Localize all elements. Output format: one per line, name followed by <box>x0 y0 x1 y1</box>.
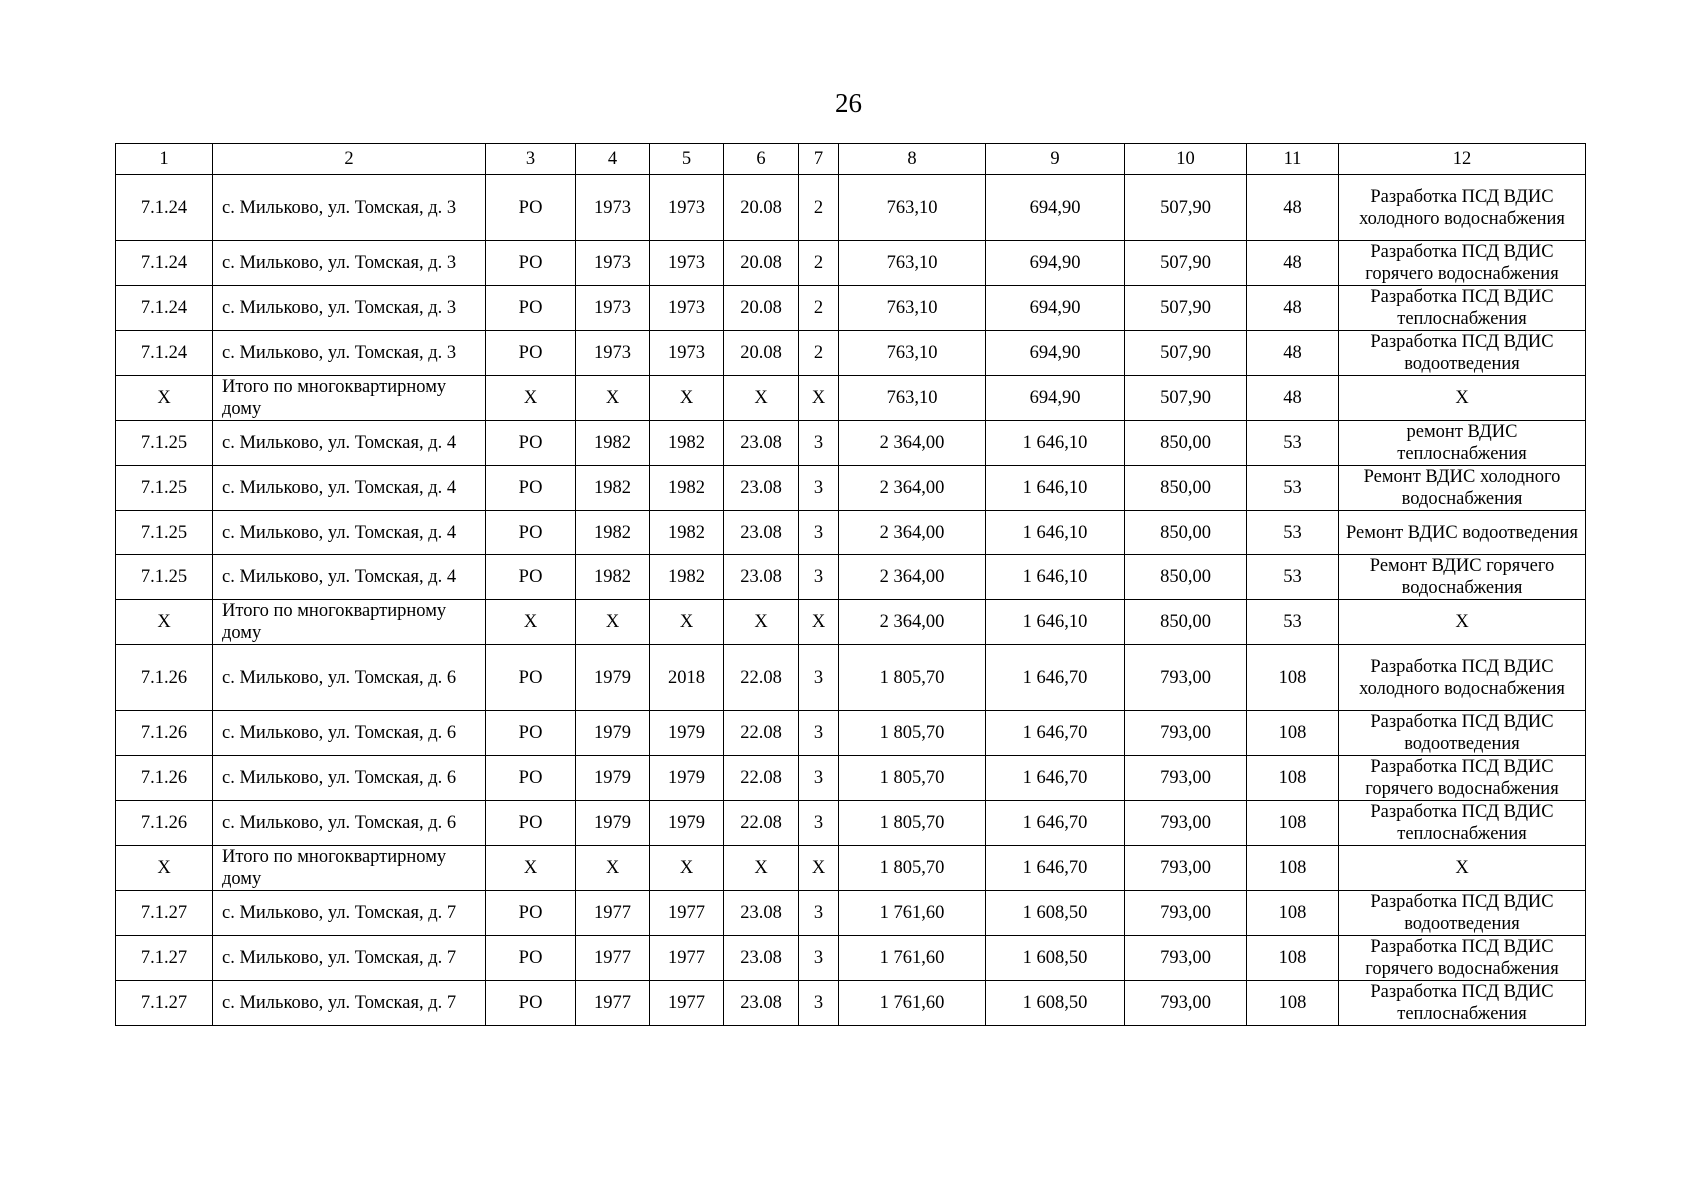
cell-residents: 48 <box>1247 286 1339 331</box>
cell-other-area: 793,00 <box>1125 846 1247 891</box>
col-header: 5 <box>650 144 724 175</box>
cell-living-area: 1 646,10 <box>986 466 1125 511</box>
cell-other-area: 850,00 <box>1125 600 1247 645</box>
cell-work-type: Ремонт ВДИС водоотведения <box>1339 511 1586 555</box>
cell-floors: 3 <box>799 466 839 511</box>
table-row <box>116 600 1586 645</box>
cell-floors: 2 <box>799 286 839 331</box>
cell-year-built: 1977 <box>576 936 650 981</box>
cell-owner: Х <box>486 846 576 891</box>
cell-owner: РО <box>486 936 576 981</box>
cell-owner: РО <box>486 421 576 466</box>
table-row <box>116 801 1586 846</box>
cell-floors: 3 <box>799 756 839 801</box>
cell-living-area: 1 646,70 <box>986 756 1125 801</box>
cell-year-built: 1979 <box>576 711 650 756</box>
cell-floors: Х <box>799 376 839 421</box>
cell-living-area: 694,90 <box>986 376 1125 421</box>
cell-living-area: 1 646,10 <box>986 600 1125 645</box>
cell-work-type: Х <box>1339 600 1586 645</box>
cell-year-built: Х <box>576 600 650 645</box>
cell-living-area: 1 646,70 <box>986 711 1125 756</box>
cell-year-built: 1982 <box>576 511 650 555</box>
cell-wear: Х <box>724 376 799 421</box>
cell-total-area: 1 761,60 <box>839 936 986 981</box>
cell-number: Х <box>116 846 213 891</box>
cell-year-renovated: 1979 <box>650 801 724 846</box>
cell-year-renovated: 1977 <box>650 981 724 1026</box>
table-row <box>116 241 1586 286</box>
cell-year-renovated: Х <box>650 376 724 421</box>
cell-owner: РО <box>486 466 576 511</box>
cell-work-type: Разработка ПСД ВДИС горячего водоснабжения <box>1339 241 1586 286</box>
cell-floors: 2 <box>799 241 839 286</box>
cell-residents: 108 <box>1247 981 1339 1026</box>
cell-wear: 23.08 <box>724 421 799 466</box>
cell-floors: Х <box>799 600 839 645</box>
cell-address: Итого по многоквартирному дому <box>213 846 486 891</box>
cell-residents: 48 <box>1247 175 1339 241</box>
cell-owner: РО <box>486 286 576 331</box>
cell-number: 7.1.24 <box>116 175 213 241</box>
col-header: 11 <box>1247 144 1339 175</box>
cell-residents: 108 <box>1247 891 1339 936</box>
cell-wear: 22.08 <box>724 645 799 711</box>
cell-work-type: Разработка ПСД ВДИС холодного водоснабжения <box>1339 175 1586 241</box>
cell-year-built: Х <box>576 376 650 421</box>
cell-work-type: Разработка ПСД ВДИС водоотведения <box>1339 891 1586 936</box>
table-row <box>116 286 1586 331</box>
cell-owner: РО <box>486 711 576 756</box>
cell-year-renovated: 1977 <box>650 891 724 936</box>
cell-floors: 3 <box>799 511 839 555</box>
cell-work-type: ремонт ВДИС теплоснабжения <box>1339 421 1586 466</box>
cell-work-type: Разработка ПСД ВДИС водоотведения <box>1339 711 1586 756</box>
data-table <box>115 143 1586 1026</box>
cell-residents: 48 <box>1247 376 1339 421</box>
cell-owner: Х <box>486 376 576 421</box>
cell-other-area: 793,00 <box>1125 711 1247 756</box>
cell-year-renovated: 2018 <box>650 645 724 711</box>
col-header: 12 <box>1339 144 1586 175</box>
cell-other-area: 507,90 <box>1125 331 1247 376</box>
cell-floors: Х <box>799 846 839 891</box>
cell-floors: 3 <box>799 555 839 600</box>
col-header: 7 <box>799 144 839 175</box>
cell-total-area: 1 805,70 <box>839 645 986 711</box>
cell-number: 7.1.25 <box>116 555 213 600</box>
cell-number: 7.1.27 <box>116 936 213 981</box>
col-header: 4 <box>576 144 650 175</box>
cell-number: 7.1.24 <box>116 241 213 286</box>
cell-number: 7.1.24 <box>116 286 213 331</box>
page-number: 26 <box>835 88 862 118</box>
cell-total-area: 2 364,00 <box>839 600 986 645</box>
cell-residents: 53 <box>1247 421 1339 466</box>
cell-residents: 48 <box>1247 241 1339 286</box>
cell-year-renovated: Х <box>650 600 724 645</box>
col-header: 1 <box>116 144 213 175</box>
cell-year-renovated: 1973 <box>650 331 724 376</box>
cell-number: Х <box>116 376 213 421</box>
cell-address: с. Мильково, ул. Томская, д. 4 <box>213 511 486 555</box>
cell-address: с. Мильково, ул. Томская, д. 4 <box>213 466 486 511</box>
cell-work-type: Разработка ПСД ВДИС теплоснабжения <box>1339 981 1586 1026</box>
cell-wear: 22.08 <box>724 711 799 756</box>
cell-wear: 22.08 <box>724 801 799 846</box>
cell-work-type: Ремонт ВДИС холодного водоснабжения <box>1339 466 1586 511</box>
cell-living-area: 694,90 <box>986 241 1125 286</box>
table-row <box>116 466 1586 511</box>
cell-living-area: 1 646,70 <box>986 801 1125 846</box>
table-row <box>116 376 1586 421</box>
cell-floors: 3 <box>799 421 839 466</box>
cell-address: с. Мильково, ул. Томская, д. 6 <box>213 801 486 846</box>
cell-other-area: 850,00 <box>1125 466 1247 511</box>
cell-year-built: 1979 <box>576 801 650 846</box>
table-row <box>116 711 1586 756</box>
cell-year-built: 1982 <box>576 555 650 600</box>
cell-other-area: 507,90 <box>1125 241 1247 286</box>
cell-other-area: 850,00 <box>1125 421 1247 466</box>
cell-residents: 108 <box>1247 846 1339 891</box>
cell-year-renovated: Х <box>650 846 724 891</box>
cell-work-type: Разработка ПСД ВДИС холодного водоснабжения <box>1339 645 1586 711</box>
cell-wear: 23.08 <box>724 936 799 981</box>
cell-total-area: 1 761,60 <box>839 891 986 936</box>
cell-year-built: 1979 <box>576 756 650 801</box>
cell-number: 7.1.26 <box>116 801 213 846</box>
cell-year-built: 1973 <box>576 175 650 241</box>
cell-year-renovated: 1982 <box>650 511 724 555</box>
cell-residents: 108 <box>1247 801 1339 846</box>
cell-year-built: 1973 <box>576 286 650 331</box>
cell-address: Итого по многоквартирному дому <box>213 600 486 645</box>
cell-wear: 23.08 <box>724 981 799 1026</box>
cell-owner: РО <box>486 555 576 600</box>
cell-year-renovated: 1973 <box>650 241 724 286</box>
cell-number: 7.1.25 <box>116 511 213 555</box>
col-header: 2 <box>213 144 486 175</box>
cell-total-area: 2 364,00 <box>839 421 986 466</box>
cell-living-area: 1 646,10 <box>986 421 1125 466</box>
cell-floors: 3 <box>799 981 839 1026</box>
cell-living-area: 1 608,50 <box>986 936 1125 981</box>
cell-residents: 108 <box>1247 756 1339 801</box>
cell-address: с. Мильково, ул. Томская, д. 3 <box>213 175 486 241</box>
cell-floors: 2 <box>799 175 839 241</box>
cell-residents: 53 <box>1247 466 1339 511</box>
cell-year-renovated: 1982 <box>650 421 724 466</box>
cell-floors: 3 <box>799 936 839 981</box>
table-row <box>116 936 1586 981</box>
table-row <box>116 511 1586 555</box>
cell-year-renovated: 1979 <box>650 756 724 801</box>
table-row <box>116 981 1586 1026</box>
table-row <box>116 421 1586 466</box>
cell-living-area: 1 646,10 <box>986 511 1125 555</box>
cell-work-type: Х <box>1339 376 1586 421</box>
cell-wear: Х <box>724 600 799 645</box>
cell-owner: РО <box>486 331 576 376</box>
cell-total-area: 2 364,00 <box>839 466 986 511</box>
cell-address: с. Мильково, ул. Томская, д. 3 <box>213 286 486 331</box>
cell-address: с. Мильково, ул. Томская, д. 4 <box>213 555 486 600</box>
cell-work-type: Разработка ПСД ВДИС горячего водоснабжения <box>1339 756 1586 801</box>
cell-total-area: 1 805,70 <box>839 711 986 756</box>
cell-total-area: 2 364,00 <box>839 511 986 555</box>
cell-owner: Х <box>486 600 576 645</box>
cell-living-area: 694,90 <box>986 286 1125 331</box>
cell-wear: 23.08 <box>724 466 799 511</box>
cell-total-area: 1 805,70 <box>839 756 986 801</box>
cell-owner: РО <box>486 981 576 1026</box>
cell-floors: 2 <box>799 331 839 376</box>
cell-address: с. Мильково, ул. Томская, д. 6 <box>213 711 486 756</box>
cell-other-area: 793,00 <box>1125 891 1247 936</box>
table-row <box>116 645 1586 711</box>
cell-wear: 20.08 <box>724 241 799 286</box>
cell-floors: 3 <box>799 645 839 711</box>
cell-wear: 22.08 <box>724 756 799 801</box>
cell-year-renovated: 1977 <box>650 936 724 981</box>
cell-number: 7.1.26 <box>116 645 213 711</box>
cell-other-area: 793,00 <box>1125 756 1247 801</box>
cell-address: с. Мильково, ул. Томская, д. 6 <box>213 645 486 711</box>
cell-total-area: 763,10 <box>839 376 986 421</box>
cell-living-area: 694,90 <box>986 175 1125 241</box>
cell-residents: 53 <box>1247 555 1339 600</box>
cell-year-built: 1979 <box>576 645 650 711</box>
cell-address: с. Мильково, ул. Томская, д. 7 <box>213 981 486 1026</box>
cell-owner: РО <box>486 175 576 241</box>
cell-residents: 53 <box>1247 600 1339 645</box>
cell-year-built: 1973 <box>576 241 650 286</box>
cell-number: 7.1.24 <box>116 331 213 376</box>
cell-owner: РО <box>486 801 576 846</box>
cell-total-area: 763,10 <box>839 331 986 376</box>
cell-floors: 3 <box>799 891 839 936</box>
cell-residents: 108 <box>1247 645 1339 711</box>
cell-year-built: Х <box>576 846 650 891</box>
cell-total-area: 763,10 <box>839 286 986 331</box>
cell-living-area: 1 608,50 <box>986 981 1125 1026</box>
table-row <box>116 331 1586 376</box>
cell-address: с. Мильково, ул. Томская, д. 3 <box>213 331 486 376</box>
cell-living-area: 1 608,50 <box>986 891 1125 936</box>
table-row <box>116 175 1586 241</box>
cell-number: 7.1.25 <box>116 421 213 466</box>
cell-living-area: 694,90 <box>986 331 1125 376</box>
col-header: 9 <box>986 144 1125 175</box>
cell-other-area: 793,00 <box>1125 801 1247 846</box>
cell-total-area: 2 364,00 <box>839 555 986 600</box>
cell-owner: РО <box>486 241 576 286</box>
cell-total-area: 1 805,70 <box>839 801 986 846</box>
cell-owner: РО <box>486 756 576 801</box>
cell-work-type: Разработка ПСД ВДИС горячего водоснабжения <box>1339 936 1586 981</box>
cell-work-type: Разработка ПСД ВДИС водоотведения <box>1339 331 1586 376</box>
cell-living-area: 1 646,70 <box>986 846 1125 891</box>
cell-year-built: 1982 <box>576 421 650 466</box>
cell-living-area: 1 646,70 <box>986 645 1125 711</box>
cell-total-area: 1 761,60 <box>839 981 986 1026</box>
cell-other-area: 793,00 <box>1125 981 1247 1026</box>
col-header: 8 <box>839 144 986 175</box>
cell-address: с. Мильково, ул. Томская, д. 6 <box>213 756 486 801</box>
table-row <box>116 555 1586 600</box>
cell-year-built: 1977 <box>576 981 650 1026</box>
cell-number: 7.1.27 <box>116 981 213 1026</box>
cell-number: 7.1.26 <box>116 756 213 801</box>
cell-other-area: 507,90 <box>1125 175 1247 241</box>
cell-owner: РО <box>486 645 576 711</box>
cell-wear: 23.08 <box>724 555 799 600</box>
cell-total-area: 763,10 <box>839 241 986 286</box>
cell-year-renovated: 1982 <box>650 555 724 600</box>
cell-address: с. Мильково, ул. Томская, д. 4 <box>213 421 486 466</box>
cell-wear: Х <box>724 846 799 891</box>
cell-year-renovated: 1982 <box>650 466 724 511</box>
cell-floors: 3 <box>799 801 839 846</box>
cell-year-built: 1973 <box>576 331 650 376</box>
cell-address: с. Мильково, ул. Томская, д. 7 <box>213 891 486 936</box>
cell-other-area: 793,00 <box>1125 936 1247 981</box>
cell-other-area: 793,00 <box>1125 645 1247 711</box>
cell-work-type: Разработка ПСД ВДИС теплоснабжения <box>1339 801 1586 846</box>
col-header: 6 <box>724 144 799 175</box>
table-row <box>116 846 1586 891</box>
col-header: 3 <box>486 144 576 175</box>
cell-owner: РО <box>486 891 576 936</box>
cell-number: 7.1.26 <box>116 711 213 756</box>
cell-year-renovated: 1973 <box>650 175 724 241</box>
cell-total-area: 1 805,70 <box>839 846 986 891</box>
cell-year-built: 1982 <box>576 466 650 511</box>
table-row <box>116 756 1586 801</box>
cell-work-type: Х <box>1339 846 1586 891</box>
cell-address: с. Мильково, ул. Томская, д. 3 <box>213 241 486 286</box>
cell-wear: 20.08 <box>724 175 799 241</box>
cell-other-area: 507,90 <box>1125 376 1247 421</box>
cell-residents: 108 <box>1247 711 1339 756</box>
cell-floors: 3 <box>799 711 839 756</box>
table-body <box>116 175 1586 1026</box>
cell-work-type: Разработка ПСД ВДИС теплоснабжения <box>1339 286 1586 331</box>
cell-wear: 23.08 <box>724 891 799 936</box>
cell-number: 7.1.25 <box>116 466 213 511</box>
cell-owner: РО <box>486 511 576 555</box>
cell-residents: 53 <box>1247 511 1339 555</box>
cell-residents: 108 <box>1247 936 1339 981</box>
cell-total-area: 763,10 <box>839 175 986 241</box>
cell-residents: 48 <box>1247 331 1339 376</box>
header-row <box>116 144 1586 175</box>
cell-year-renovated: 1973 <box>650 286 724 331</box>
cell-other-area: 850,00 <box>1125 511 1247 555</box>
cell-other-area: 507,90 <box>1125 286 1247 331</box>
cell-work-type: Ремонт ВДИС горячего водоснабжения <box>1339 555 1586 600</box>
cell-address: Итого по многоквартирному дому <box>213 376 486 421</box>
cell-year-built: 1977 <box>576 891 650 936</box>
cell-wear: 20.08 <box>724 331 799 376</box>
cell-number: Х <box>116 600 213 645</box>
cell-number: 7.1.27 <box>116 891 213 936</box>
cell-other-area: 850,00 <box>1125 555 1247 600</box>
cell-address: с. Мильково, ул. Томская, д. 7 <box>213 936 486 981</box>
cell-living-area: 1 646,10 <box>986 555 1125 600</box>
col-header: 10 <box>1125 144 1247 175</box>
cell-wear: 20.08 <box>724 286 799 331</box>
cell-wear: 23.08 <box>724 511 799 555</box>
cell-year-renovated: 1979 <box>650 711 724 756</box>
table-row <box>116 891 1586 936</box>
